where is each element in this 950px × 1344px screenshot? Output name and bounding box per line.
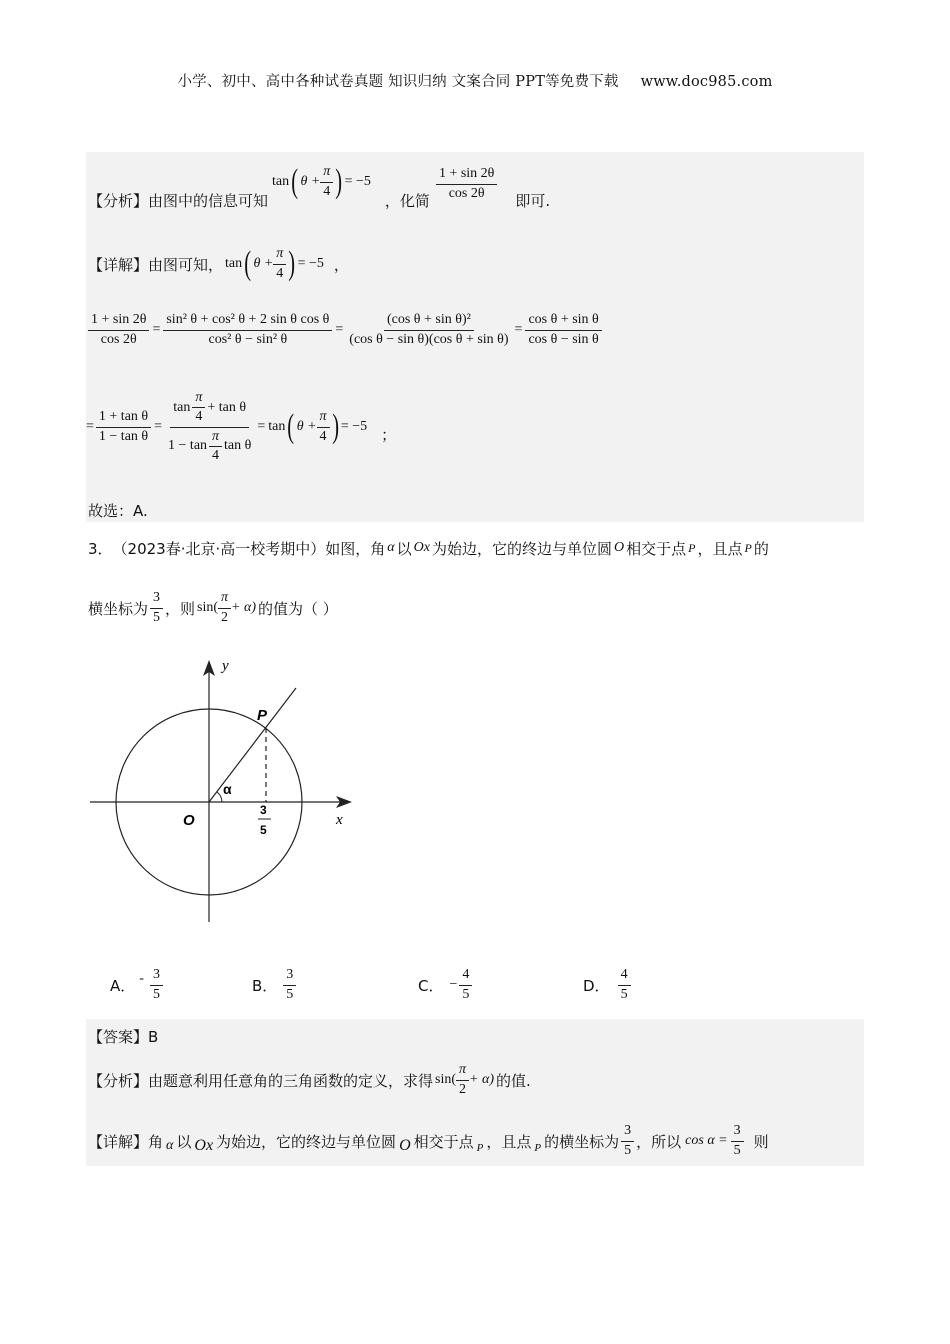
page-header bbox=[0, 70, 950, 91]
eq1-frac-d: $\frac{\text{cos θ + sin θ}}{\text{cos θ − sin θ}}$ bbox=[525, 312, 601, 347]
semicolon: ； bbox=[381, 425, 397, 444]
fraction-1-sin2t-cos2t: $\frac{1 + \sin 2\theta}{\cos 2\theta}$ bbox=[436, 166, 497, 201]
analysis-tan-expr: tan ( θ + $\frac{\pi}{4}$ ) = −5 bbox=[272, 163, 371, 200]
option-b[interactable]: B． $\frac{3}{5}$ bbox=[252, 962, 296, 1008]
equation-chain-2: = $\frac{\text{1 + tan θ}}{\text{1 − tan θ}}$ = tan $\frac{\pi}{4}$ + tan θ 1 − tan $\frac{\pi}{4}$ tan θ = tan ( θ + $\frac{\pi}{4}$ ) = −5 ； bbox=[86, 390, 397, 463]
eq1-frac-c: $\frac{\text{(cos θ + sin θ)²}}{\text{(cos θ − sin θ)(cos θ + sin θ)}}$ bbox=[349, 312, 509, 347]
detail-comma: ， bbox=[333, 255, 349, 274]
option-d[interactable]: D． $\frac{4}{5}$ bbox=[583, 962, 631, 1008]
theta-plus: θ + bbox=[300, 174, 321, 189]
q-frac-3-5: $\frac{3}{5}$ bbox=[150, 590, 163, 625]
angle-arc bbox=[217, 792, 222, 802]
tick-den: 5 bbox=[260, 823, 267, 837]
detail-tan-expr: tan ( θ + $\frac{\pi}{4}$ ) = −5 bbox=[225, 245, 324, 282]
eq1-frac-a: $\frac{1 + \sin 2\theta}{\cos 2\theta}$ bbox=[88, 312, 149, 347]
question-line-2: 横坐标为 $\frac{3}{5}$ ，则 sin( $\frac{\pi}{2}$ + α) 的值为（ ） bbox=[88, 590, 338, 625]
question-line-1: 3． （2023春·北京·高一校考期中） 如图，角 α 以 Ox 为始边，它的终边与单位圆 O 相交于点 P ，且点 P 的 bbox=[88, 539, 769, 558]
detail-label: 【详解】由图可知， bbox=[88, 255, 224, 274]
y-label: y bbox=[222, 658, 229, 674]
answer-analysis-line: 【分析】由题意利用任意角的三角函数的定义，求得 sin( $\frac{\pi}{2}$ + α) 的值. bbox=[88, 1062, 531, 1097]
eq2-frac-b: tan $\frac{\pi}{4}$ + tan θ 1 − tan $\frac{\pi}{4}$ tan θ bbox=[168, 390, 252, 463]
analysis-mid: ，化简 bbox=[384, 191, 430, 210]
analysis-label: 【分析】由图中的信息可知 bbox=[88, 191, 269, 210]
eq1-frac-b: $\frac{\text{sin² θ + cos² θ + 2 sin θ cos θ}}{\text{cos² θ − sin² θ}}$ bbox=[163, 312, 332, 347]
unit-circle-figure bbox=[80, 650, 370, 930]
cos-alpha-expr: cos α = $\frac{3}{5}$ bbox=[685, 1123, 743, 1158]
answer-sin-expr: sin( $\frac{\pi}{2}$ + α) bbox=[435, 1062, 494, 1097]
question-source: （2023春·北京·高一校考期中） bbox=[112, 539, 326, 558]
detail-line bbox=[88, 242, 349, 286]
tan-fn: tan bbox=[272, 174, 290, 189]
option-c[interactable]: C． − $\frac{4}{5}$ bbox=[418, 962, 472, 1008]
tick-num: 3 bbox=[260, 803, 267, 817]
q-sin-expr: sin( $\frac{\pi}{2}$ + α) bbox=[197, 590, 257, 625]
option-a[interactable]: A． - $\frac{3}{5}$ bbox=[110, 962, 163, 1008]
equation-chain-1: $\frac{1 + \sin 2\theta}{\cos 2\theta}$ = $\frac{\text{sin² θ + cos² θ + 2 sin θ cos θ}}{\text{cos² θ − sin² θ}}$ = $\frac{\text{(cos θ + sin θ)²}}{\text{(cos θ − sin θ)(cos θ + sin θ)}}$ = $\frac{\text{cos θ + sin θ}}{\text{cos θ − sin θ}}$ bbox=[88, 304, 602, 356]
question-number: 3． bbox=[88, 539, 113, 558]
eq-neg5: = −5 bbox=[344, 174, 371, 189]
pi-over-4: $\frac{\pi}{4}$ bbox=[320, 164, 333, 199]
answer-detail-line: 【详解】角 α 以 Ox 为始边，它的终边与单位圆 O 相交于点 P ，且点 P 的横坐标为 $\frac{3}{5}$ ，所以 cos α = $\frac{3}{5}$ 则 bbox=[88, 1123, 769, 1158]
eq2-frac-a: $\frac{\text{1 + tan θ}}{\text{1 − tan θ}}$ bbox=[96, 409, 151, 444]
answer-label: 【答案】B bbox=[88, 1028, 159, 1046]
x-label: x bbox=[336, 812, 343, 828]
o-label: O bbox=[183, 812, 195, 829]
analysis-line bbox=[88, 158, 550, 224]
header-site: www.doc985.com bbox=[640, 74, 773, 90]
alpha-label: α bbox=[223, 781, 232, 797]
conclusion: 故选：A. bbox=[88, 502, 148, 520]
header-text: 小学、初中、高中各种试卷真题 知识归纳 文案合同 PPT等免费下载 bbox=[177, 74, 619, 90]
analysis-end: 即可. bbox=[515, 191, 551, 210]
p-label: P bbox=[257, 707, 268, 724]
